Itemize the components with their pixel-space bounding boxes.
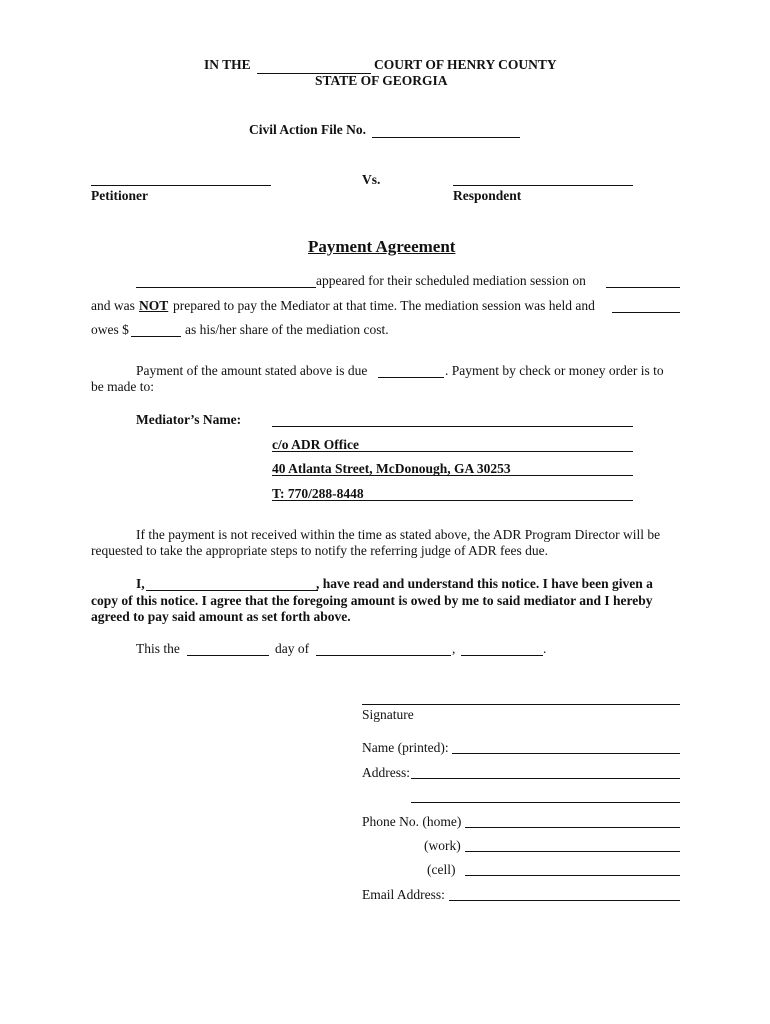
name-printed-field[interactable] (452, 753, 680, 754)
court-in-the: IN THE (204, 57, 251, 72)
owes-text: owes $ (91, 322, 129, 337)
mediator-co: c/o ADR Office (272, 437, 359, 452)
phone-home-label: Phone No. (home) (362, 814, 462, 829)
civil-action-number-field[interactable] (372, 137, 520, 138)
appeared-text: appeared for their scheduled mediation session on (316, 273, 586, 288)
ack-line-2: copy of this notice. I agree that the foregoing amount is owed by me to said mediator and I hereby (91, 593, 653, 608)
not-prepared-text: prepared to pay the Mediator at that time. The mediation session was held and (173, 298, 595, 313)
phone-work-label: (work) (424, 838, 461, 853)
state-of-georgia: STATE OF GEORGIA (315, 73, 448, 88)
court-of-henry-county: COURT OF HENRY COUNTY (374, 57, 557, 72)
be-made-text: be made to: (91, 379, 154, 394)
due-date-field[interactable] (378, 377, 444, 378)
date-period: . (543, 641, 547, 656)
mediator-name-field[interactable] (272, 426, 633, 427)
email-label: Email Address: (362, 887, 445, 902)
vs-label: Vs. (362, 172, 381, 187)
notice-line-1: If the payment is not received within the time as stated above, the ADR Program Director will be (136, 527, 661, 542)
not-emphasis: NOT (139, 298, 169, 313)
notice-line-2: requested to take the appropriate steps to notify the referring judge of ADR fees due. (91, 543, 548, 558)
signature-label: Signature (362, 707, 414, 722)
payment-by-text: . Payment by check or money order is to (445, 363, 664, 378)
and-was-text: and was (91, 298, 135, 313)
address-line-1-field[interactable] (411, 778, 680, 779)
phone-cell-label: (cell) (427, 862, 456, 877)
respondent-field[interactable] (453, 185, 633, 186)
phone-underline (272, 500, 633, 501)
name-printed-label: Name (printed): (362, 740, 449, 755)
address-line-2-field[interactable] (411, 802, 680, 803)
petitioner-label: Petitioner (91, 188, 148, 203)
mediator-name-label: Mediator’s Name: (136, 412, 242, 427)
session-date-field[interactable] (606, 287, 680, 288)
address-label: Address: (362, 765, 410, 780)
civil-action-label: Civil Action File No. (249, 122, 366, 137)
phone-home-field[interactable] (465, 827, 680, 828)
petitioner-field[interactable] (91, 185, 271, 186)
co-underline (272, 451, 633, 452)
ack-i: I, (136, 576, 145, 591)
held-field[interactable] (612, 312, 680, 313)
respondent-label: Respondent (453, 188, 522, 203)
mediator-phone: T: 770/288-8448 (272, 486, 364, 501)
this-the-text: This the (136, 641, 180, 656)
phone-work-field[interactable] (465, 851, 680, 852)
phone-cell-field[interactable] (465, 875, 680, 876)
ack-have-read: , have read and understand this notice. I have been given a (316, 576, 653, 591)
mediator-street: 40 Atlanta Street, McDonough, GA 30253 (272, 461, 511, 476)
share-text: as his/her share of the mediation cost. (185, 322, 389, 337)
day-of-text: day of (275, 641, 310, 656)
ack-name-field[interactable] (146, 590, 318, 591)
page-title: Payment Agreement (308, 237, 456, 256)
party-name-field[interactable] (136, 287, 316, 288)
year-field[interactable] (461, 655, 543, 656)
payment-due-text: Payment of the amount stated above is due (136, 363, 368, 378)
date-comma: , (452, 641, 456, 656)
signature-field[interactable] (362, 704, 680, 705)
ack-line-3: agreed to pay said amount as set forth above. (91, 609, 351, 624)
month-field[interactable] (316, 655, 451, 656)
email-field[interactable] (449, 900, 680, 901)
street-underline (272, 475, 633, 476)
day-field[interactable] (187, 655, 269, 656)
amount-owed-field[interactable] (131, 336, 181, 337)
